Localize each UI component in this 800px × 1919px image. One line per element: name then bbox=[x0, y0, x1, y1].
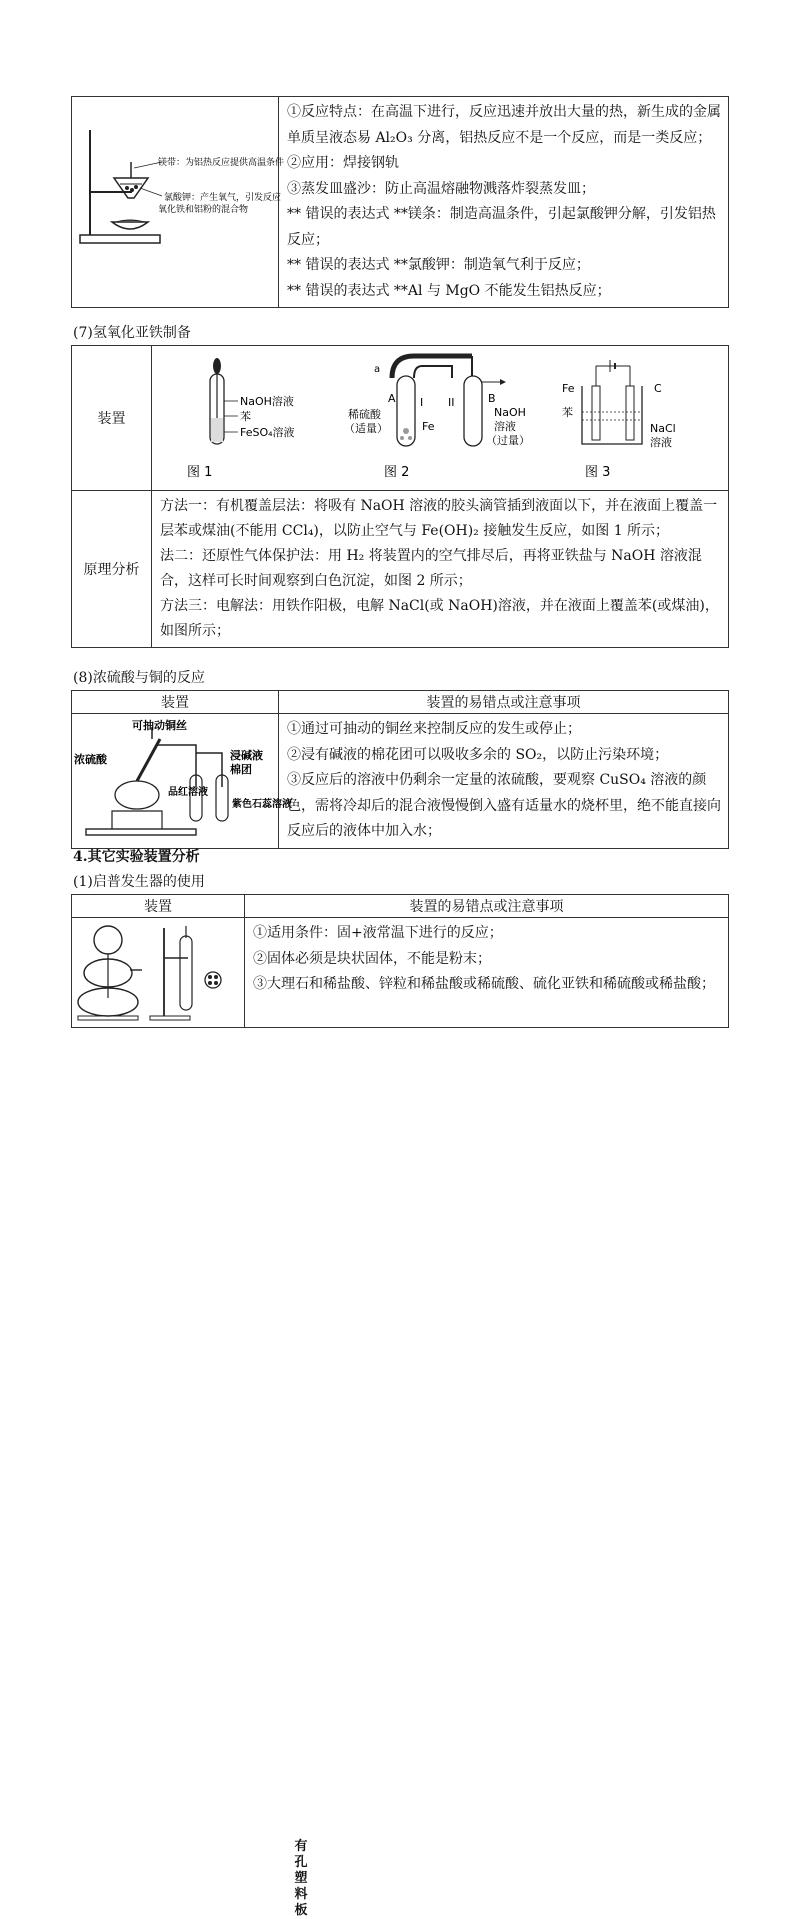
fe-oh2-table bbox=[71, 345, 729, 648]
conc-acid-label: 浓硫酸 bbox=[74, 752, 107, 766]
kipp-note-2: ②固体必须是块状固体，不能是粉末； bbox=[253, 950, 491, 967]
fig2-caption: 图 2 bbox=[384, 465, 410, 480]
kipp-table bbox=[71, 894, 729, 1918]
figure-2 bbox=[344, 356, 530, 480]
kclo3-label: 氯酸钾：产生氧气，引发反应 bbox=[164, 193, 282, 203]
perforated-board-label: 有孔塑料板 bbox=[294, 1838, 308, 1918]
cu-h2so4-apparatus bbox=[72, 715, 292, 843]
section-4-1-title: (1)启普发生器的使用 bbox=[73, 874, 205, 890]
fig2-naoh-label: NaOH bbox=[494, 406, 526, 419]
kipp-diagram-cell bbox=[72, 918, 308, 1918]
kipp-header-apparatus: 装置 bbox=[72, 895, 245, 918]
alkali-cotton-label: 浸碱液 bbox=[230, 748, 263, 762]
litmus-solution-label: 紫色石蕊溶液 bbox=[232, 798, 292, 810]
header-apparatus: 装置 bbox=[72, 691, 279, 714]
thermite-note-3: ③蒸发皿盛沙：防止高温熔融物溅落炸裂蒸发皿； bbox=[287, 180, 595, 197]
fig2-fe-label: Fe bbox=[422, 420, 435, 433]
principle-cell bbox=[152, 491, 729, 648]
kipp-apparatus bbox=[72, 918, 244, 1023]
thermite-apparatus-diagram bbox=[72, 100, 285, 300]
fig2-acid-label: 稀硫酸 bbox=[348, 408, 381, 421]
section-7-title: (7)氢氧化亚铁制备 bbox=[73, 325, 191, 341]
method-2: 法二：还原性气体保护法：用 H₂ 将装置内的空气排尽后，再将亚铁盐与 NaOH 溶液混合，这样可长时间观察到白色沉淀，如图 2 所示； bbox=[160, 548, 702, 589]
mg-strip-label: 镁带：为铝热反应提供高温条件 bbox=[158, 158, 285, 168]
magenta-solution-label: 品红溶液 bbox=[168, 786, 208, 798]
thermite-note-6: ** 错误的表达式 **Al 与 MgO 不能发生铝热反应； bbox=[287, 282, 611, 299]
kipp-note-1: ①适用条件：固+液常温下进行的反应； bbox=[253, 925, 503, 941]
fig1-naoh-label: NaOH溶液 bbox=[240, 395, 294, 408]
mixture-label: 氧化铁和铝粉的混合物 bbox=[158, 205, 249, 215]
fig1-feso4-label: FeSO₄溶液 bbox=[240, 426, 295, 439]
fig3-fe-label: Fe bbox=[562, 382, 575, 395]
thermite-note-1: ①反应特点：在高温下进行，反应迅速并放出大量的热，新生成的金属单质呈液态易 Al₂O₃ 分离，铝热反应不是一个反应，而是一类反应； bbox=[287, 104, 721, 146]
thermite-notes-cell bbox=[279, 97, 729, 308]
fig3-c-label: C bbox=[654, 382, 662, 395]
fig3-nacl-label: NaCl bbox=[650, 422, 676, 435]
fig2-acid-amount: （适量） bbox=[344, 422, 388, 435]
figure-1 bbox=[187, 358, 295, 480]
cu-note-1: ①通过可抽动的铜丝来控制反应的发生或停止； bbox=[287, 721, 581, 737]
fig2-a-label: a bbox=[374, 364, 381, 375]
fig3-solution-label: 溶液 bbox=[650, 436, 672, 449]
thermite-diagram-cell bbox=[72, 97, 285, 308]
cu-note-2: ②浸有碱液的棉花团可以吸收多余的 SO₂，以防止污染环境； bbox=[287, 746, 669, 763]
thermite-note-4: ** 错误的表达式 **镁条：制造高温条件，引起氯酸钾分解，引发铝热反应； bbox=[287, 206, 716, 248]
header-notes: 装置的易错点或注意事项 bbox=[279, 691, 729, 714]
cotton-ball-label: 棉团 bbox=[230, 762, 252, 776]
section-8-title: (8)浓硫酸与铜的反应 bbox=[73, 670, 205, 686]
fig2-B-label: B bbox=[488, 392, 496, 405]
principle-label: 原理分析 bbox=[83, 562, 140, 578]
cu-diagram-cell bbox=[72, 714, 292, 849]
method-3: 方法三：电解法：用铁作阳极，电解 NaCl(或 NaOH)溶液，并在液面上覆盖苯(或煤油)，如图所示； bbox=[160, 598, 719, 639]
kipp-header-notes: 装置的易错点或注意事项 bbox=[245, 895, 729, 918]
fig2-I-label: I bbox=[420, 396, 424, 409]
fig2-solution-label: 溶液 bbox=[494, 420, 516, 433]
fig3-caption: 图 3 bbox=[585, 465, 611, 480]
copper-wire-label: 可抽动铜丝 bbox=[132, 718, 187, 732]
principle-label-cell bbox=[72, 491, 152, 648]
kipp-notes-cell bbox=[245, 918, 729, 1028]
fig2-excess-label: （过量） bbox=[486, 434, 530, 447]
fig1-caption: 图 1 bbox=[187, 465, 213, 480]
kipp-note-3: ③大理石和稀盐酸、锌粒和稀盐酸或稀硫酸、硫化亚铁和稀硫酸或稀盐酸； bbox=[253, 976, 715, 992]
thermite-note-2: ②应用：焊接钢轨 bbox=[287, 155, 399, 171]
fig2-II-label: II bbox=[448, 396, 455, 409]
fig1-benzene-label: 苯 bbox=[240, 410, 251, 423]
apparatus-label-cell bbox=[72, 346, 152, 491]
thermite-note-5: ** 错误的表达式 **氯酸钾：制造氧气利于反应； bbox=[287, 257, 590, 273]
fig3-benzene-label: 苯 bbox=[562, 406, 573, 419]
figure-3 bbox=[562, 360, 676, 480]
thermite-table bbox=[71, 96, 729, 308]
apparatus-label: 装置 bbox=[97, 411, 126, 427]
figures-cell bbox=[152, 346, 729, 491]
feoh2-figures bbox=[152, 346, 728, 486]
cu-notes-cell bbox=[279, 714, 729, 849]
cu-h2so4-table bbox=[71, 690, 729, 849]
method-1: 方法一：有机覆盖层法：将吸有 NaOH 溶液的胶头滴管插到液面以下，并在液面上覆盖一层苯或煤油(不能用 CCl₄)，以防止空气与 Fe(OH)₂ 接触发生反应，如图 1 所示； bbox=[160, 498, 718, 539]
fig2-A-label: A bbox=[388, 392, 396, 405]
cu-note-3: ③反应后的溶液中仍剩余一定量的浓硫酸，要观察 CuSO₄ 溶液的颜色，需将冷却后的混合液慢慢倒入盛有适量水的烧杯里，绝不能直接向反应后的液体中加入水； bbox=[287, 772, 721, 839]
section-4-title: 4.其它实验装置分析 bbox=[73, 849, 200, 865]
